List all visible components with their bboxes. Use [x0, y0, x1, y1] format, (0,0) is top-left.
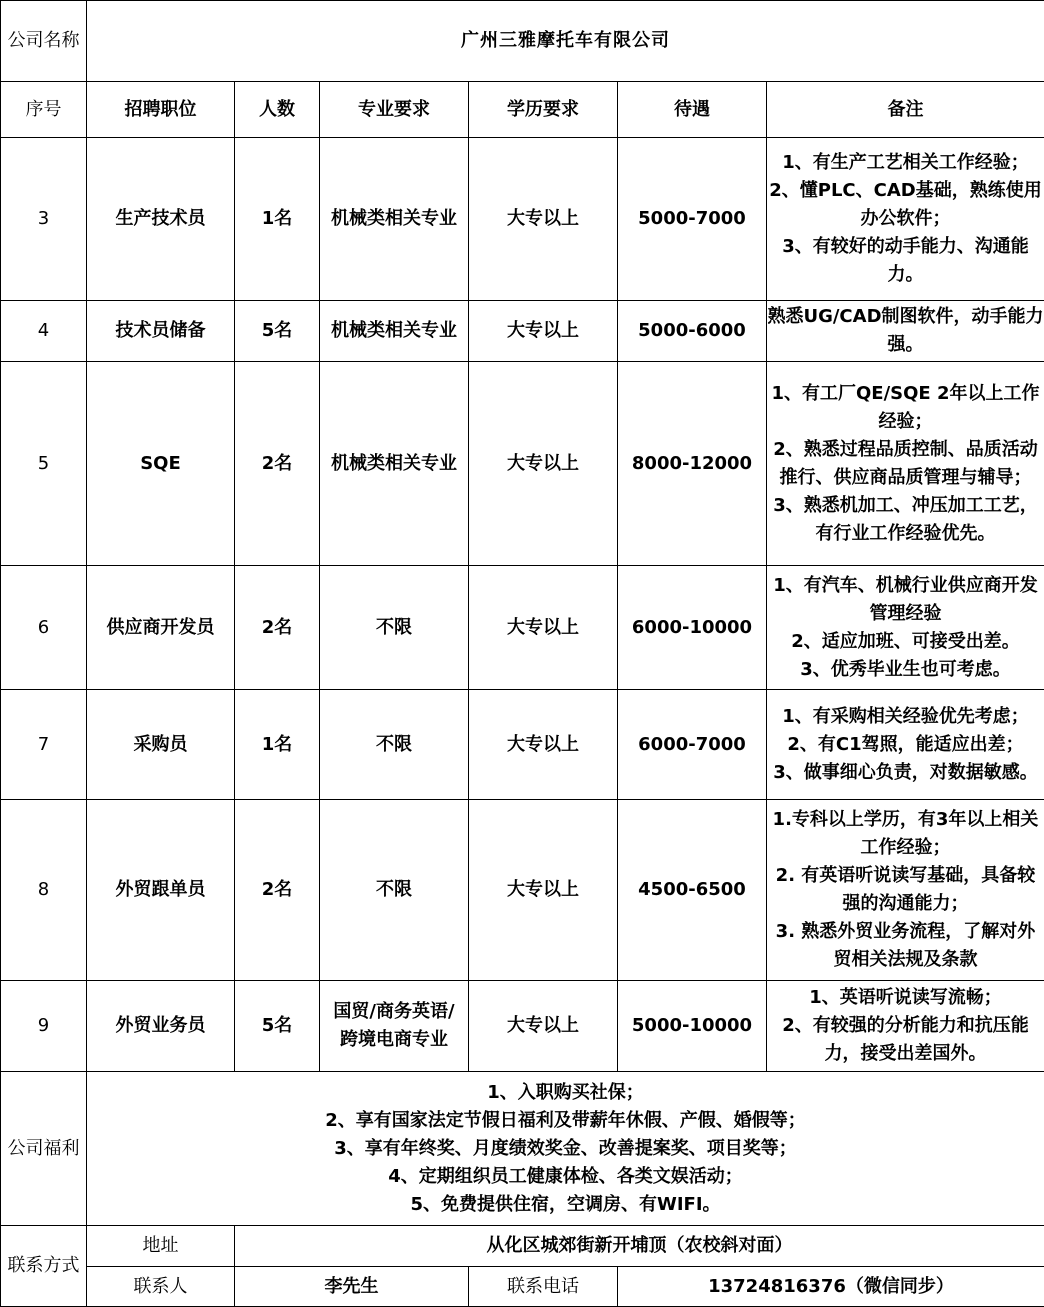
- job-education: 大专以上: [469, 566, 618, 690]
- company-row: [1, 1, 1044, 82]
- benefits-list: [87, 1072, 1044, 1226]
- benefit-item: 1、入职购买社保；: [87, 1079, 1044, 1107]
- benefit-item: 3、享有年终奖、月度绩效奖金、改善提案奖、项目奖等；: [87, 1135, 1044, 1163]
- note-line: 2. 有英语听说读写基础，具备较强的沟通能力；: [767, 862, 1044, 918]
- job-major: 机械类相关专业: [320, 362, 469, 566]
- note-line: 1、有采购相关经验优先考虑；: [767, 703, 1044, 731]
- note-line: 2、有C1驾照，能适应出差；: [767, 731, 1044, 759]
- col-count-header: 人数: [235, 82, 320, 138]
- job-position: 技术员储备: [87, 301, 235, 362]
- table-row: [1, 362, 1044, 566]
- table-row: [1, 690, 1044, 800]
- note-line: 1、有生产工艺相关工作经验；: [767, 149, 1044, 177]
- job-position: 外贸跟单员: [87, 800, 235, 981]
- contact-person-row: [1, 1267, 1044, 1307]
- job-salary: 6000-7000: [618, 690, 767, 800]
- job-notes: [767, 566, 1044, 690]
- note-line: 3. 熟悉外贸业务流程，了解对外贸相关法规及条款: [767, 918, 1044, 974]
- table-row: [1, 566, 1044, 690]
- job-education: 大专以上: [469, 362, 618, 566]
- job-major: 机械类相关专业: [320, 138, 469, 301]
- job-count: 1名: [235, 138, 320, 301]
- address-value: 从化区城郊街新开埔顶（农校斜对面）: [235, 1226, 1044, 1267]
- header-row: [1, 82, 1044, 138]
- col-major-header: 专业要求: [320, 82, 469, 138]
- job-index: 4: [1, 301, 87, 362]
- job-education: 大专以上: [469, 138, 618, 301]
- job-major: 不限: [320, 690, 469, 800]
- note-line: 1.专科以上学历，有3年以上相关工作经验；: [767, 806, 1044, 862]
- benefit-item: 5、免费提供住宿，空调房、有WIFI。: [87, 1191, 1044, 1219]
- job-count: 2名: [235, 362, 320, 566]
- job-salary: 6000-10000: [618, 566, 767, 690]
- job-notes: [767, 800, 1044, 981]
- job-count: 2名: [235, 566, 320, 690]
- company-label: 公司名称: [1, 1, 87, 82]
- job-notes: [767, 301, 1044, 362]
- note-line: 3、优秀毕业生也可考虑。: [767, 656, 1044, 684]
- job-education: 大专以上: [469, 690, 618, 800]
- job-count: 5名: [235, 301, 320, 362]
- job-salary: 5000-6000: [618, 301, 767, 362]
- job-count: 5名: [235, 981, 320, 1072]
- col-index-header: 序号: [1, 82, 87, 138]
- person-value: 李先生: [235, 1267, 469, 1307]
- job-position: 生产技术员: [87, 138, 235, 301]
- job-education: 大专以上: [469, 301, 618, 362]
- benefits-label: 公司福利: [1, 1072, 87, 1226]
- phone-value: 13724816376（微信同步）: [618, 1267, 1044, 1307]
- job-major: 机械类相关专业: [320, 301, 469, 362]
- job-index: 9: [1, 981, 87, 1072]
- job-index: 7: [1, 690, 87, 800]
- job-salary: 4500-6500: [618, 800, 767, 981]
- benefit-item: 2、享有国家法定节假日福利及带薪年休假、产假、婚假等；: [87, 1107, 1044, 1135]
- note-line: 2、懂PLC、CAD基础，熟练使用办公软件；: [767, 177, 1044, 233]
- job-index: 8: [1, 800, 87, 981]
- person-label: 联系人: [87, 1267, 235, 1307]
- job-position: SQE: [87, 362, 235, 566]
- col-salary-header: 待遇: [618, 82, 767, 138]
- job-education: 大专以上: [469, 981, 618, 1072]
- note-line: 3、做事细心负责，对数据敏感。: [767, 759, 1044, 787]
- job-notes: [767, 138, 1044, 301]
- benefits-row: [1, 1072, 1044, 1226]
- company-name: 广州三雅摩托车有限公司: [87, 1, 1044, 82]
- table-row: [1, 800, 1044, 981]
- job-notes: [767, 690, 1044, 800]
- note-line: 1、有汽车、机械行业供应商开发管理经验: [767, 572, 1044, 628]
- col-education-header: 学历要求: [469, 82, 618, 138]
- benefit-item: 4、定期组织员工健康体检、各类文娱活动；: [87, 1163, 1044, 1191]
- job-index: 5: [1, 362, 87, 566]
- note-line: 熟悉UG/CAD制图软件，动手能力强。: [767, 303, 1044, 359]
- job-notes: [767, 362, 1044, 566]
- table-row: [1, 981, 1044, 1072]
- job-salary: 5000-7000: [618, 138, 767, 301]
- table-row: [1, 138, 1044, 301]
- job-salary: 8000-12000: [618, 362, 767, 566]
- job-major: 国贸/商务英语/跨境电商专业: [320, 981, 469, 1072]
- job-position: 外贸业务员: [87, 981, 235, 1072]
- note-line: 2、有较强的分析能力和抗压能力，接受出差国外。: [767, 1012, 1044, 1068]
- job-education: 大专以上: [469, 800, 618, 981]
- job-notes: [767, 981, 1044, 1072]
- job-count: 2名: [235, 800, 320, 981]
- col-position-header: 招聘职位: [87, 82, 235, 138]
- note-line: 2、熟悉过程品质控制、品质活动推行、供应商品质管理与辅导；: [767, 436, 1044, 492]
- note-line: 1、英语听说读写流畅；: [767, 984, 1044, 1012]
- note-line: 3、熟悉机加工、冲压加工工艺，有行业工作经验优先。: [767, 492, 1044, 548]
- col-notes-header: 备注: [767, 82, 1044, 138]
- address-label: 地址: [87, 1226, 235, 1267]
- note-line: 2、适应加班、可接受出差。: [767, 628, 1044, 656]
- phone-label: 联系电话: [469, 1267, 618, 1307]
- address-row: [1, 1226, 1044, 1267]
- job-salary: 5000-10000: [618, 981, 767, 1072]
- contact-label: 联系方式: [1, 1226, 87, 1307]
- job-major: 不限: [320, 566, 469, 690]
- note-line: 3、有较好的动手能力、沟通能力。: [767, 233, 1044, 289]
- job-index: 3: [1, 138, 87, 301]
- job-major: 不限: [320, 800, 469, 981]
- job-position: 采购员: [87, 690, 235, 800]
- job-index: 6: [1, 566, 87, 690]
- job-position: 供应商开发员: [87, 566, 235, 690]
- job-count: 1名: [235, 690, 320, 800]
- note-line: 1、有工厂QE/SQE 2年以上工作经验；: [767, 380, 1044, 436]
- table-row: [1, 301, 1044, 362]
